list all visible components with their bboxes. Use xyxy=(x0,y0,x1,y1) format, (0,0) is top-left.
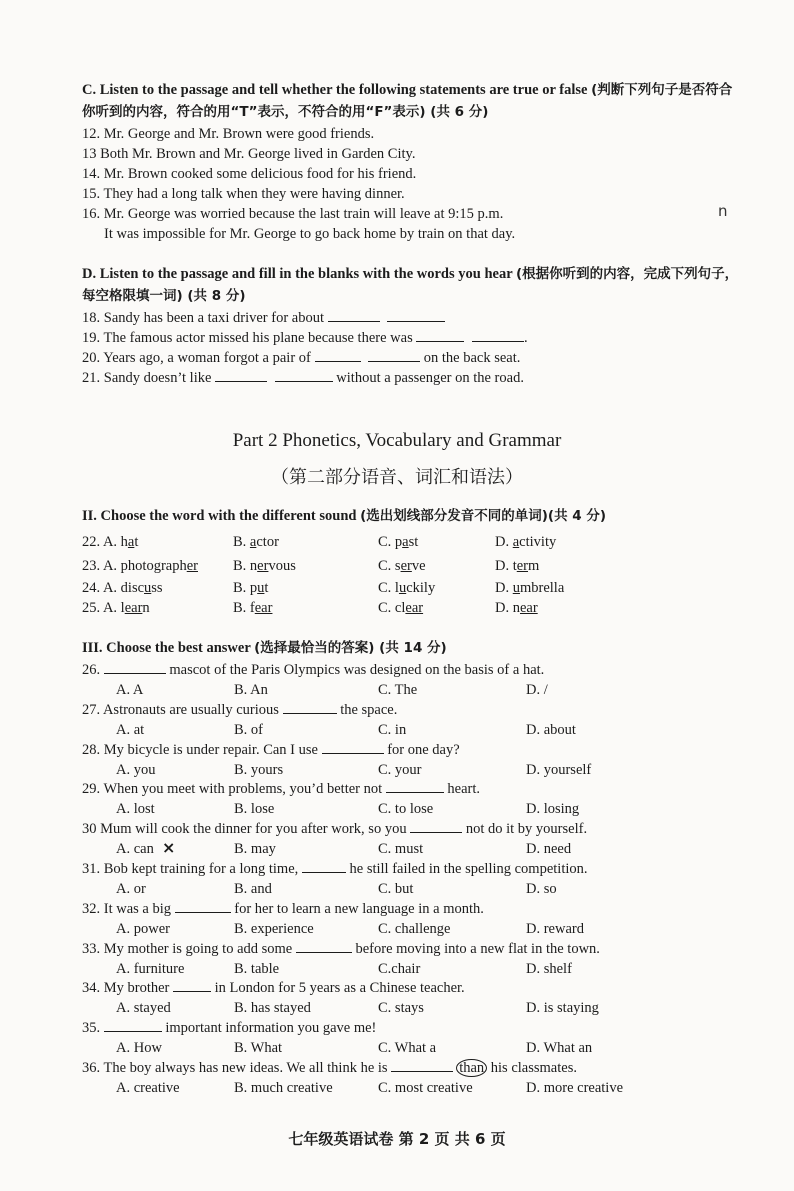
phonetic-option-text: a xyxy=(249,534,257,550)
phonetic-option-text: a xyxy=(127,534,135,550)
statement-12: 12. Mr. George and Mr. Brown were good friends. xyxy=(82,126,375,142)
question-stem-text: before moving into a new flat in the town. xyxy=(351,941,600,957)
blank[interactable] xyxy=(275,368,333,382)
answer-option[interactable]: A. at xyxy=(116,722,145,738)
blank[interactable] xyxy=(215,368,267,382)
phonetic-option-text: vous xyxy=(268,558,296,574)
answer-option[interactable]: B. has stayed xyxy=(234,1000,311,1016)
phonetic-option-text: u xyxy=(512,580,520,596)
question-stem-text: 32. It was a big xyxy=(82,901,175,917)
phonetic-option-text: 25. A. l xyxy=(82,600,125,616)
phonetic-option-text: ear xyxy=(124,600,143,616)
phonetic-option-text: C. s xyxy=(378,558,401,574)
part-2-title: Part 2 Phonetics, Vocabulary and Grammar xyxy=(232,430,562,451)
statement-17: It was impossible for Mr. George to go back home by train on that day. xyxy=(104,226,516,242)
question-stem-text: his classmates. xyxy=(487,1060,577,1076)
section-ii-heading xyxy=(82,506,606,526)
section-d-heading xyxy=(82,264,738,284)
phonetic-option-text: u xyxy=(257,580,265,596)
answer-blank[interactable] xyxy=(386,779,444,793)
phonetic-option[interactable] xyxy=(82,598,150,618)
answer-option[interactable]: B. An xyxy=(234,682,268,698)
phonetic-option-text: ss xyxy=(151,580,163,596)
answer-blank[interactable] xyxy=(391,1058,453,1072)
phonetic-option-text: B. n xyxy=(233,558,258,574)
question-stem-text: in London for 5 years as a Chinese teacher. xyxy=(211,980,465,996)
margin-mark: n xyxy=(718,202,728,220)
question-18 xyxy=(82,308,445,328)
section-ii-heading-cn: (选出划线部分发音不同的单词)(共 4 分) xyxy=(360,508,607,524)
question-stem-text: 33. My mother is going to add some xyxy=(82,941,296,957)
phonetic-option-text: er xyxy=(186,558,198,574)
statement-13: 13 Both Mr. Brown and Mr. George lived in Garden City. xyxy=(82,146,416,162)
question-stem-text: not do it by yourself. xyxy=(462,821,588,837)
phonetic-option-text: C. cl xyxy=(378,600,406,616)
question-stem-text: 31. Bob kept training for a long time, xyxy=(82,861,302,877)
phonetic-option-text: er xyxy=(516,558,529,574)
circled-word: than xyxy=(456,1059,487,1077)
answer-blank[interactable] xyxy=(173,978,211,992)
section-ii-heading-en: II. Choose the word with the different sound xyxy=(82,508,357,524)
page-footer: 七年级英语试卷 第 2 页 共 6 页 xyxy=(288,1130,506,1148)
question-stem-text: 35. xyxy=(82,1020,104,1036)
question-stem xyxy=(82,1018,376,1038)
section-iii-heading xyxy=(82,638,447,658)
answer-option[interactable]: C. but xyxy=(378,881,414,897)
phonetic-option-text: t xyxy=(264,580,269,596)
question-stem-text: 27. Astronauts are usually curious xyxy=(82,702,283,718)
answer-option[interactable]: A. you xyxy=(116,762,156,778)
statement-15: 15. They had a long talk when they were having dinner. xyxy=(82,186,405,202)
answer-blank[interactable] xyxy=(283,700,337,714)
phonetic-option-text: ve xyxy=(411,558,426,574)
question-stem xyxy=(82,939,600,959)
phonetic-option-text: D. xyxy=(495,534,513,550)
answer-option[interactable]: C. The xyxy=(378,682,418,698)
phonetic-option-text: 24. A. disc xyxy=(82,580,145,596)
answer-option[interactable]: D. / xyxy=(526,682,548,698)
phonetic-option-text: 22. A. h xyxy=(82,534,128,550)
answer-option[interactable]: C. most creative xyxy=(378,1080,473,1096)
answer-option[interactable]: B. yours xyxy=(234,762,284,778)
blank[interactable] xyxy=(368,348,420,362)
question-stem-text: 30 Mum will cook the dinner for you after work, so you xyxy=(82,821,411,837)
phonetic-option-text: 23. A. photograph xyxy=(82,558,187,574)
phonetic-option-text: ear xyxy=(254,600,273,616)
answer-option[interactable]: A. can xyxy=(116,841,154,857)
phonetic-option[interactable] xyxy=(233,578,268,598)
answer-option[interactable]: D. more creative xyxy=(526,1080,624,1096)
answer-option[interactable]: D. is staying xyxy=(526,1000,599,1016)
answer-option[interactable]: B. and xyxy=(234,881,272,897)
section-c-heading-en: C. Listen to the passage and tell whether the following statements are true or false xyxy=(82,82,588,98)
section-c-heading-cn2: 你听到的内容，符合的用“T”表示，不符合的用“F”表示) (共 6 分) xyxy=(82,104,489,120)
phonetic-option[interactable] xyxy=(378,598,423,618)
answer-option[interactable]: D. so xyxy=(526,881,557,897)
question-stem-text: 28. My bicycle is under repair. Can I use xyxy=(82,742,322,758)
question-stem-text: for her to learn a new language in a month. xyxy=(230,901,484,917)
phonetic-option-text: u xyxy=(144,580,152,596)
answer-option[interactable]: A. creative xyxy=(116,1080,180,1096)
section-iii-heading-en: III. Choose the best answer xyxy=(82,640,251,656)
question-stem xyxy=(82,1058,577,1078)
section-c-heading-cn1: (判断下列句子是否符合 xyxy=(591,82,733,98)
answer-option[interactable]: C. What a xyxy=(378,1040,437,1056)
phonetic-option[interactable] xyxy=(495,598,538,618)
phonetic-option[interactable] xyxy=(233,532,279,552)
question-stem-text: 26. xyxy=(82,662,104,678)
blank[interactable] xyxy=(416,328,464,342)
question-stem xyxy=(82,660,544,680)
cross-mark: × xyxy=(162,838,176,857)
answer-option[interactable]: D. losing xyxy=(526,801,580,817)
phonetic-option-text: B. f xyxy=(233,600,255,616)
phonetic-option-text: ear xyxy=(519,600,538,616)
statement-16: 16. Mr. George was worried because the last train will leave at 9:15 p.m. xyxy=(82,206,504,222)
answer-blank[interactable] xyxy=(302,859,346,873)
answer-option[interactable]: B. What xyxy=(234,1040,283,1056)
answer-blank[interactable] xyxy=(322,740,384,754)
answer-option[interactable]: D. yourself xyxy=(526,762,592,778)
question-stem-text: for one day? xyxy=(383,742,460,758)
question-stem xyxy=(82,700,397,720)
phonetic-option-text: u xyxy=(398,580,407,596)
answer-option[interactable]: A. power xyxy=(116,921,170,937)
phonetic-option-text: n xyxy=(142,600,150,616)
phonetic-option-text: er xyxy=(400,558,412,574)
phonetic-option-text: ckily xyxy=(406,580,436,596)
phonetic-option-text: mbrella xyxy=(519,580,565,596)
phonetic-option[interactable] xyxy=(495,532,556,552)
phonetic-option-text: ctivity xyxy=(519,534,557,550)
phonetic-option[interactable] xyxy=(378,556,426,576)
answer-option[interactable]: A. lost xyxy=(116,801,155,817)
answer-option[interactable]: A. stayed xyxy=(116,1000,171,1016)
phonetic-option[interactable] xyxy=(82,556,198,576)
question-stem-text: he still failed in the spelling competition. xyxy=(345,861,588,877)
answer-option[interactable]: D. shelf xyxy=(526,961,572,977)
answer-option[interactable]: C. must xyxy=(378,841,424,857)
question-21-text-end: without a passenger on the road. xyxy=(336,370,524,386)
section-d-heading-en: D. Listen to the passage and fill in the blanks with the words you hear xyxy=(82,266,513,282)
question-stem-text: 34. My brother xyxy=(82,980,174,996)
answer-option[interactable]: C. your xyxy=(378,762,422,778)
answer-option[interactable]: B. much creative xyxy=(234,1080,333,1096)
phonetic-option-text: t xyxy=(134,534,139,550)
phonetic-option-text: m xyxy=(528,558,540,574)
answer-option[interactable]: B. of xyxy=(234,722,263,738)
question-20 xyxy=(82,348,520,368)
answer-option[interactable]: B. may xyxy=(234,841,276,857)
answer-option[interactable]: D. What an xyxy=(526,1040,593,1056)
answer-option[interactable]: D. reward xyxy=(526,921,584,937)
question-19: 19. The famous actor missed his plane because there was . xyxy=(82,330,528,346)
phonetic-option-text: ctor xyxy=(256,534,279,550)
question-stem-text: mascot of the Paris Olympics was designed on the basis of a hat. xyxy=(165,662,545,678)
blank[interactable] xyxy=(387,308,445,322)
statement-14: 14. Mr. Brown cooked some delicious food for his friend. xyxy=(82,166,417,182)
answer-option[interactable]: A. or xyxy=(116,881,146,897)
answer-option[interactable]: C. stays xyxy=(378,1000,424,1016)
question-stem xyxy=(82,899,484,919)
answer-blank[interactable] xyxy=(296,939,352,953)
answer-option[interactable]: C.chair xyxy=(378,961,421,977)
phonetic-option-text: D. n xyxy=(495,600,520,616)
answer-option[interactable]: D. need xyxy=(526,841,572,857)
blank[interactable] xyxy=(315,348,361,362)
answer-option[interactable]: A. A xyxy=(116,682,144,698)
phonetic-option[interactable] xyxy=(378,578,435,598)
phonetic-option[interactable] xyxy=(233,556,296,576)
question-18-text: 18. Sandy has been a taxi driver for about xyxy=(82,310,324,326)
answer-option[interactable]: C. to lose xyxy=(378,801,434,817)
question-stem-text: 29. When you meet with problems, you’d better not xyxy=(82,781,386,797)
question-stem xyxy=(82,740,460,760)
phonetic-option[interactable] xyxy=(82,532,138,552)
phonetic-option-text: a xyxy=(512,534,520,550)
phonetic-option-text: ear xyxy=(405,600,424,616)
section-iii-heading-cn: (选择最恰当的答案) (共 14 分) xyxy=(254,640,447,656)
answer-option[interactable]: A. How xyxy=(116,1040,162,1056)
answer-blank[interactable] xyxy=(104,660,166,674)
question-20-text-end: on the back seat. xyxy=(423,350,521,366)
question-stem xyxy=(82,978,465,998)
answer-option[interactable]: B. experience xyxy=(234,921,314,937)
phonetic-option[interactable] xyxy=(82,578,163,598)
phonetic-option-text: C. l xyxy=(378,580,399,596)
question-stem xyxy=(82,819,587,839)
section-c-heading xyxy=(82,80,732,100)
question-stem xyxy=(82,859,588,879)
blank[interactable] xyxy=(328,308,380,322)
question-stem-text: important information you gave me! xyxy=(161,1020,377,1036)
question-stem-text: the space. xyxy=(336,702,398,718)
part-2-subtitle: （第二部分语音、词汇和语法） xyxy=(271,467,523,488)
answer-option[interactable]: C. challenge xyxy=(378,921,451,937)
question-20-text: 20. Years ago, a woman forgot a pair of xyxy=(82,350,311,366)
phonetic-option[interactable] xyxy=(495,578,564,598)
answer-blank[interactable] xyxy=(410,819,462,833)
question-21 xyxy=(82,368,524,388)
question-stem-text: 36. The boy always has new ideas. We all think he is xyxy=(82,1060,392,1076)
answer-option[interactable]: B. lose xyxy=(234,801,275,817)
answer-option[interactable]: A. furniture xyxy=(116,961,185,977)
section-d-heading-cn1: (根据你听到的内容，完成下列句子， xyxy=(516,266,739,282)
phonetic-option-text: B. xyxy=(233,534,250,550)
phonetic-option-text: st xyxy=(408,534,419,550)
blank[interactable] xyxy=(472,328,524,342)
phonetic-option[interactable] xyxy=(378,532,418,552)
phonetic-option-text: C. p xyxy=(378,534,403,550)
phonetic-option-text: D. xyxy=(495,580,513,596)
phonetic-option-text: D. t xyxy=(495,558,517,574)
answer-blank[interactable] xyxy=(175,899,231,913)
phonetic-option[interactable] xyxy=(233,598,272,618)
question-stem-text: heart. xyxy=(443,781,481,797)
answer-option[interactable]: D. about xyxy=(526,722,576,738)
question-21-text: 21. Sandy doesn’t like xyxy=(82,370,212,386)
section-d-heading-cn2: 每空格限填一词) (共 8 分) xyxy=(82,288,246,304)
phonetic-option-text: a xyxy=(402,534,409,550)
answer-option[interactable]: B. table xyxy=(234,961,280,977)
phonetic-option-text: B. p xyxy=(233,580,258,596)
phonetic-option[interactable] xyxy=(495,556,539,576)
question-19-text: 19. The famous actor missed his plane because there was xyxy=(82,330,413,346)
answer-option[interactable]: C. in xyxy=(378,722,407,738)
phonetic-option-text: er xyxy=(257,558,269,574)
answer-blank[interactable] xyxy=(104,1018,162,1032)
question-stem xyxy=(82,779,480,799)
